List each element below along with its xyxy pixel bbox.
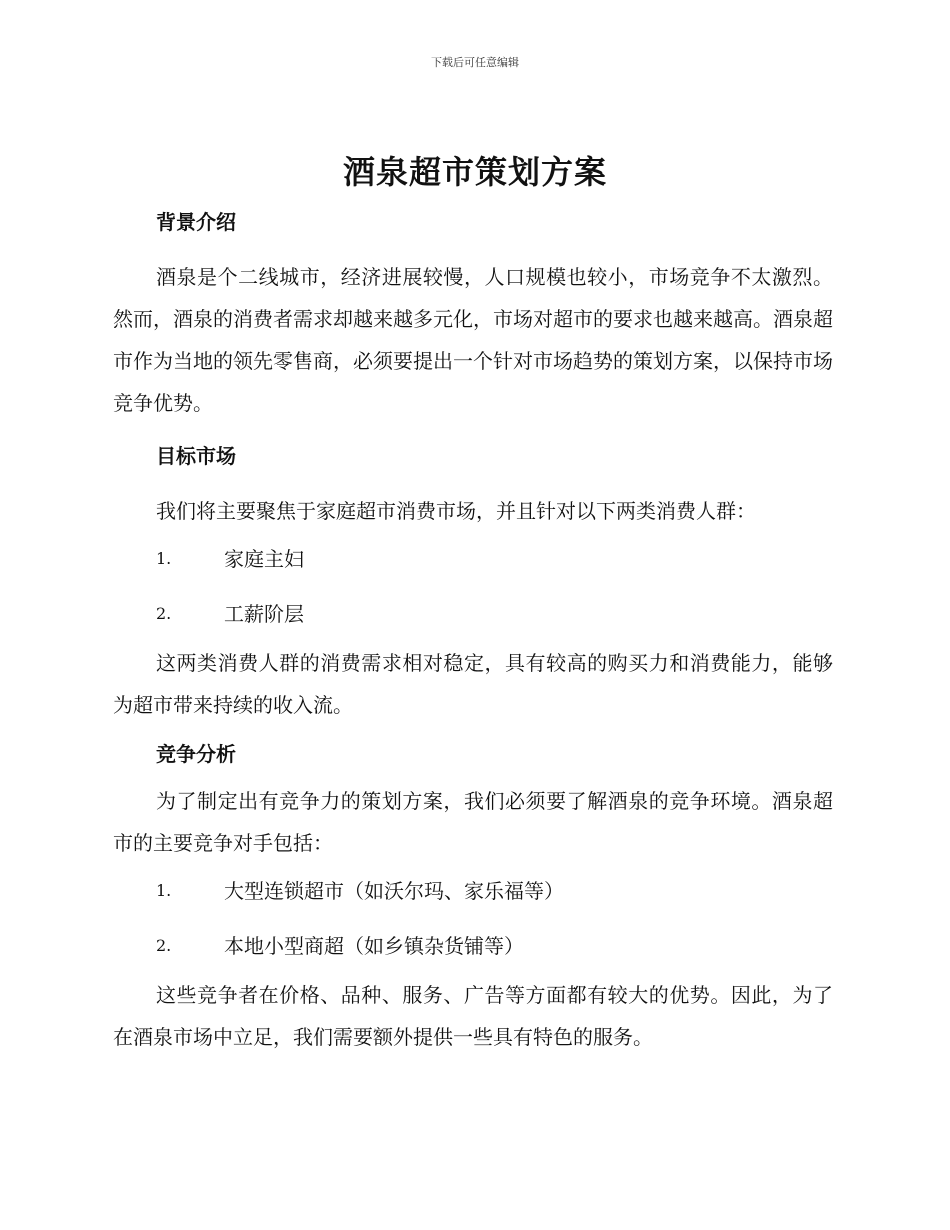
list-number: 1. bbox=[156, 881, 172, 900]
list-item-text: 大型连锁超市（如沃尔玛、家乐福等） bbox=[224, 879, 564, 903]
section-heading-target-market: 目标市场 bbox=[156, 444, 236, 468]
paragraph-target-intro: 我们将主要聚焦于家庭超市消费市场，并且针对以下两类消费人群： bbox=[156, 499, 756, 523]
paragraph-target-outro: 这两类消费人群的消费需求相对稳定，具有较高的购买力和消费能力，能够为超市带来持续的收入流。 bbox=[113, 651, 833, 717]
document-body bbox=[113, 150, 833, 1058]
document-title: 酒泉超市策划方案 bbox=[342, 153, 607, 191]
paragraph-competition-intro: 为了制定出有竞争力的策划方案，我们必须要了解酒泉的竞争环境。酒泉超市的主要竞争对手包括： bbox=[113, 789, 833, 855]
section-heading-competition: 竞争分析 bbox=[156, 742, 236, 766]
section-heading-background: 背景介绍 bbox=[156, 210, 236, 234]
list-item bbox=[113, 932, 833, 960]
list-item-text: 家庭主妇 bbox=[224, 547, 304, 571]
list-item bbox=[113, 877, 833, 905]
list-item bbox=[113, 600, 833, 628]
list-number: 2. bbox=[156, 604, 172, 623]
list-item-text: 工薪阶层 bbox=[224, 602, 304, 626]
list-item-text: 本地小型商超（如乡镇杂货铺等） bbox=[224, 934, 524, 958]
list-item bbox=[113, 545, 833, 573]
paragraph-background: 酒泉是个二线城市，经济进展较慢，人口规模也较小，市场竞争不太激烈。然而，酒泉的消费者需求却越来越多元化，市场对超市的要求也越来越高。酒泉超市作为当地的领先零售商，必须要提出一个针对市场趋势的策划方案，以保持市场竞争优势。 bbox=[113, 265, 833, 415]
paragraph-competition-outro: 这些竞争者在价格、品种、服务、广告等方面都有较大的优势。因此，为了在酒泉市场中立足，我们需要额外提供一些具有特色的服务。 bbox=[113, 983, 833, 1049]
header-note: 下载后可任意编辑 bbox=[431, 56, 519, 69]
list-number: 2. bbox=[156, 936, 172, 955]
list-number: 1. bbox=[156, 549, 172, 568]
